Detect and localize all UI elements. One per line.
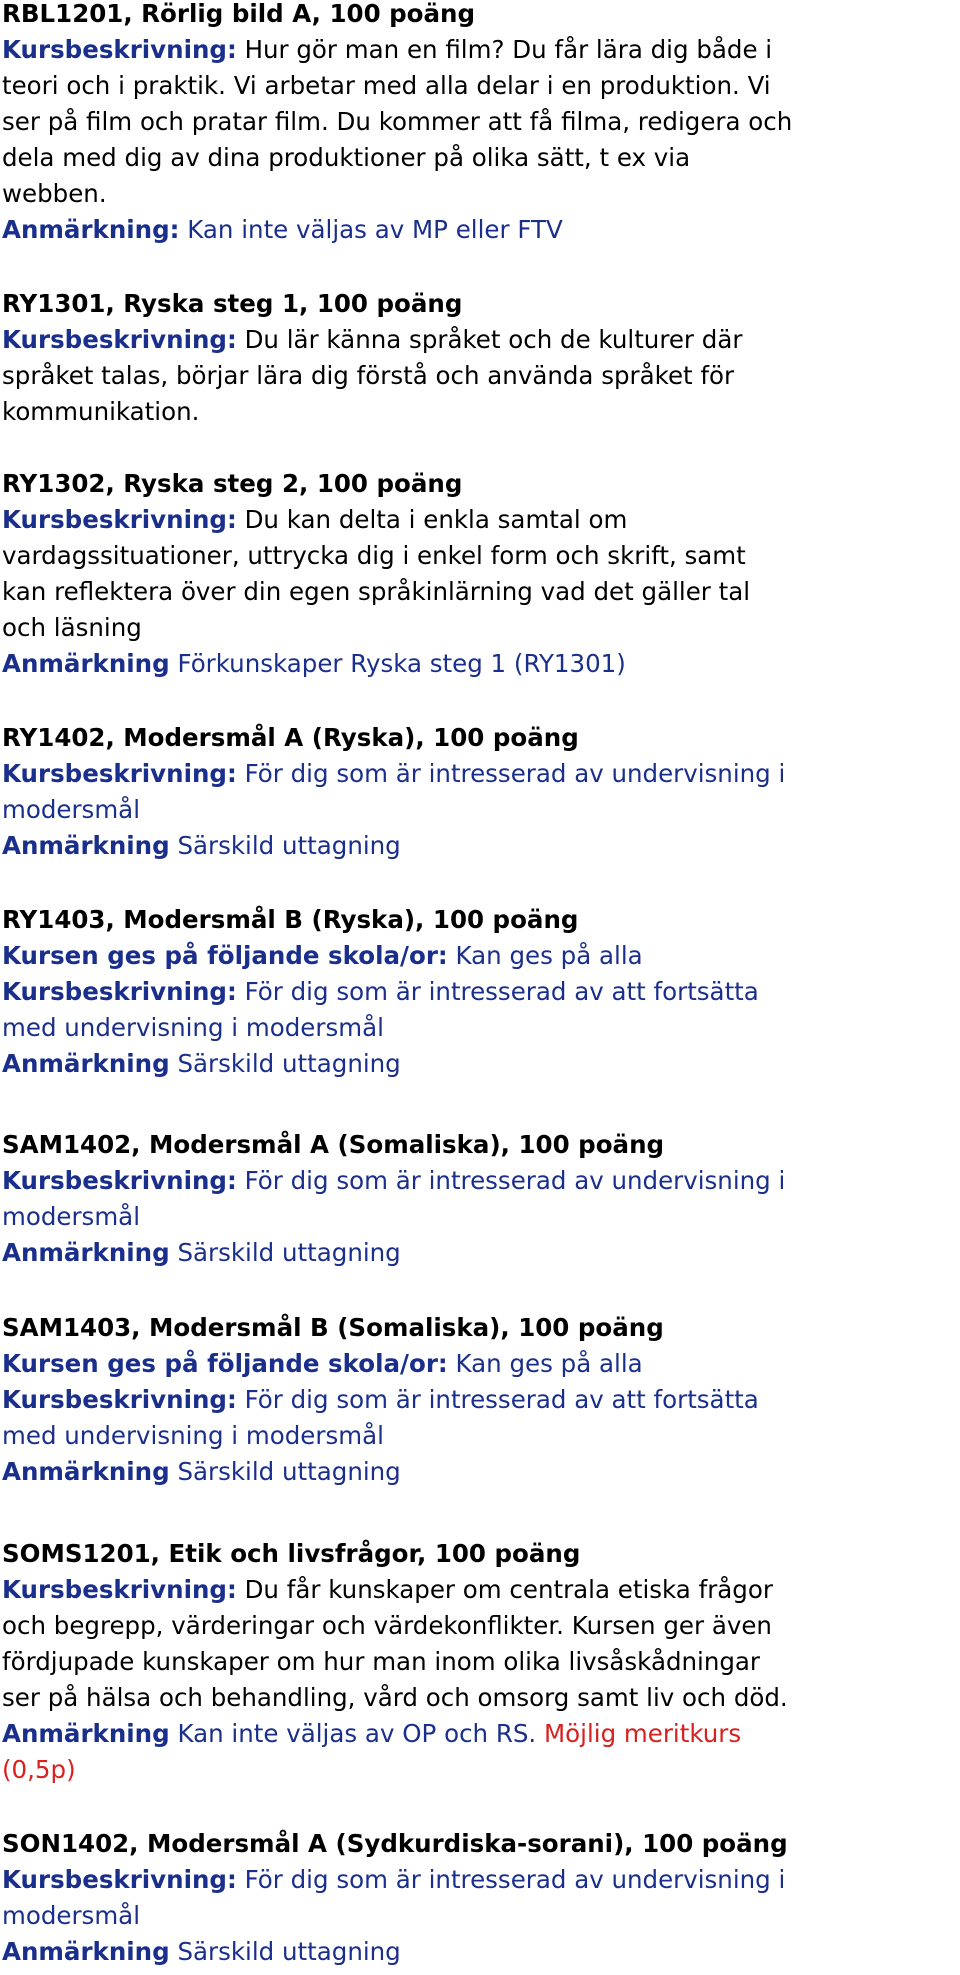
- course-entry: [2, 1127, 958, 1271]
- course-title: RY1301, Ryska steg 1, 100 poäng: [2, 289, 463, 318]
- note-text: Särskild uttagning: [177, 1937, 401, 1966]
- note-label: Anmärkning: [2, 831, 170, 860]
- course-title: RY1402, Modersmål A (Ryska), 100 poäng: [2, 723, 579, 752]
- note-label: Anmärkning: [2, 1719, 170, 1748]
- course-title: RY1302, Ryska steg 2, 100 poäng: [2, 469, 463, 498]
- course-title: SOMS1201, Etik och livsfrågor, 100 poäng: [2, 1539, 581, 1568]
- course-entry: [2, 902, 958, 1082]
- description-label: Kursbeskrivning:: [2, 977, 237, 1006]
- course-entry: [2, 466, 958, 682]
- description-text: med undervisning i modersmål: [2, 1421, 384, 1450]
- note-label: Anmärkning: [2, 649, 170, 678]
- course-title: SAM1402, Modersmål A (Somaliska), 100 poäng: [2, 1130, 665, 1159]
- description-label: Kursbeskrivning:: [2, 1865, 237, 1894]
- note-text: Kan inte väljas av MP eller FTV: [187, 215, 563, 244]
- merit-points: (0,5p): [2, 1755, 76, 1784]
- description-text: och läsning: [2, 613, 142, 642]
- description-text: teori och i praktik. Vi arbetar med alla delar i en produktion. Vi: [2, 71, 771, 100]
- description-text: med undervisning i modersmål: [2, 1013, 384, 1042]
- description-text: modersmål: [2, 795, 141, 824]
- description-label: Kursbeskrivning:: [2, 505, 237, 534]
- course-entry: [2, 1536, 958, 1788]
- note-text: Särskild uttagning: [177, 831, 401, 860]
- note-label: Anmärkning: [2, 1238, 170, 1267]
- description-text: För dig som är intresserad av undervisning i: [244, 1865, 786, 1894]
- description-text: För dig som är intresserad av undervisning i: [244, 1166, 786, 1195]
- course-entry: [2, 720, 958, 864]
- description-text: Du lär känna språket och de kulturer där: [244, 325, 743, 354]
- description-label: Kursbeskrivning:: [2, 35, 237, 64]
- description-text: språket talas, börjar lära dig förstå och använda språket för: [2, 361, 735, 390]
- description-label: Kursbeskrivning:: [2, 325, 237, 354]
- note-text: Särskild uttagning: [177, 1238, 401, 1267]
- note-text: Förkunskaper Ryska steg 1 (RY1301): [177, 649, 626, 678]
- description-text: dela med dig av dina produktioner på olika sätt, t ex via: [2, 143, 691, 172]
- description-text: vardagssituationer, uttrycka dig i enkel form och skrift, samt: [2, 541, 746, 570]
- description-text: Hur gör man en film? Du får lära dig både i: [244, 35, 773, 64]
- schools-label: Kursen ges på följande skola/or:: [2, 941, 448, 970]
- description-text: För dig som är intresserad av att fortsätta: [244, 1385, 759, 1414]
- course-title: SAM1403, Modersmål B (Somaliska), 100 poäng: [2, 1313, 664, 1342]
- description-text: Du kan delta i enkla samtal om: [244, 505, 628, 534]
- note-text: Kan inte väljas av OP och RS.: [177, 1719, 537, 1748]
- description-text: modersmål: [2, 1202, 141, 1231]
- note-text: Särskild uttagning: [177, 1049, 401, 1078]
- course-title: RBL1201, Rörlig bild A, 100 poäng: [2, 0, 476, 28]
- note-label: Anmärkning: [2, 1937, 170, 1966]
- description-text: webben.: [2, 179, 107, 208]
- description-text: För dig som är intresserad av att fortsätta: [244, 977, 759, 1006]
- note-label: Anmärkning: [2, 1049, 170, 1078]
- note-label: Anmärkning: [2, 1457, 170, 1486]
- description-text: kommunikation.: [2, 397, 200, 426]
- description-label: Kursbeskrivning:: [2, 1575, 237, 1604]
- description-text: kan reflektera över din egen språkinlärning vad det gäller tal: [2, 577, 751, 606]
- description-text: modersmål: [2, 1901, 141, 1930]
- description-label: Kursbeskrivning:: [2, 1166, 237, 1195]
- description-text: fördjupade kunskaper om hur man inom olika livsåskådningar: [2, 1647, 761, 1676]
- description-text: För dig som är intresserad av undervisning i: [244, 759, 786, 788]
- course-entry: [2, 0, 958, 248]
- description-text: och begrepp, värderingar och värdekonflikter. Kursen ger även: [2, 1611, 772, 1640]
- course-title: SON1402, Modersmål A (Sydkurdiska-sorani), 100 poäng: [2, 1829, 788, 1858]
- description-text: Du får kunskaper om centrala etiska frågor: [244, 1575, 773, 1604]
- schools-text: Kan ges på alla: [455, 941, 643, 970]
- description-text: ser på film och pratar film. Du kommer att få filma, redigera och: [2, 107, 793, 136]
- course-entry: [2, 1826, 958, 1970]
- course-entry: [2, 1310, 958, 1490]
- course-entry: [2, 286, 958, 430]
- merit-highlight: Möjlig meritkurs: [544, 1719, 742, 1748]
- note-text: Särskild uttagning: [177, 1457, 401, 1486]
- description-label: Kursbeskrivning:: [2, 759, 237, 788]
- description-label: Kursbeskrivning:: [2, 1385, 237, 1414]
- schools-label: Kursen ges på följande skola/or:: [2, 1349, 448, 1378]
- description-text: ser på hälsa och behandling, vård och omsorg samt liv och död.: [2, 1683, 788, 1712]
- schools-text: Kan ges på alla: [455, 1349, 643, 1378]
- note-label: Anmärkning:: [2, 215, 180, 244]
- course-title: RY1403, Modersmål B (Ryska), 100 poäng: [2, 905, 579, 934]
